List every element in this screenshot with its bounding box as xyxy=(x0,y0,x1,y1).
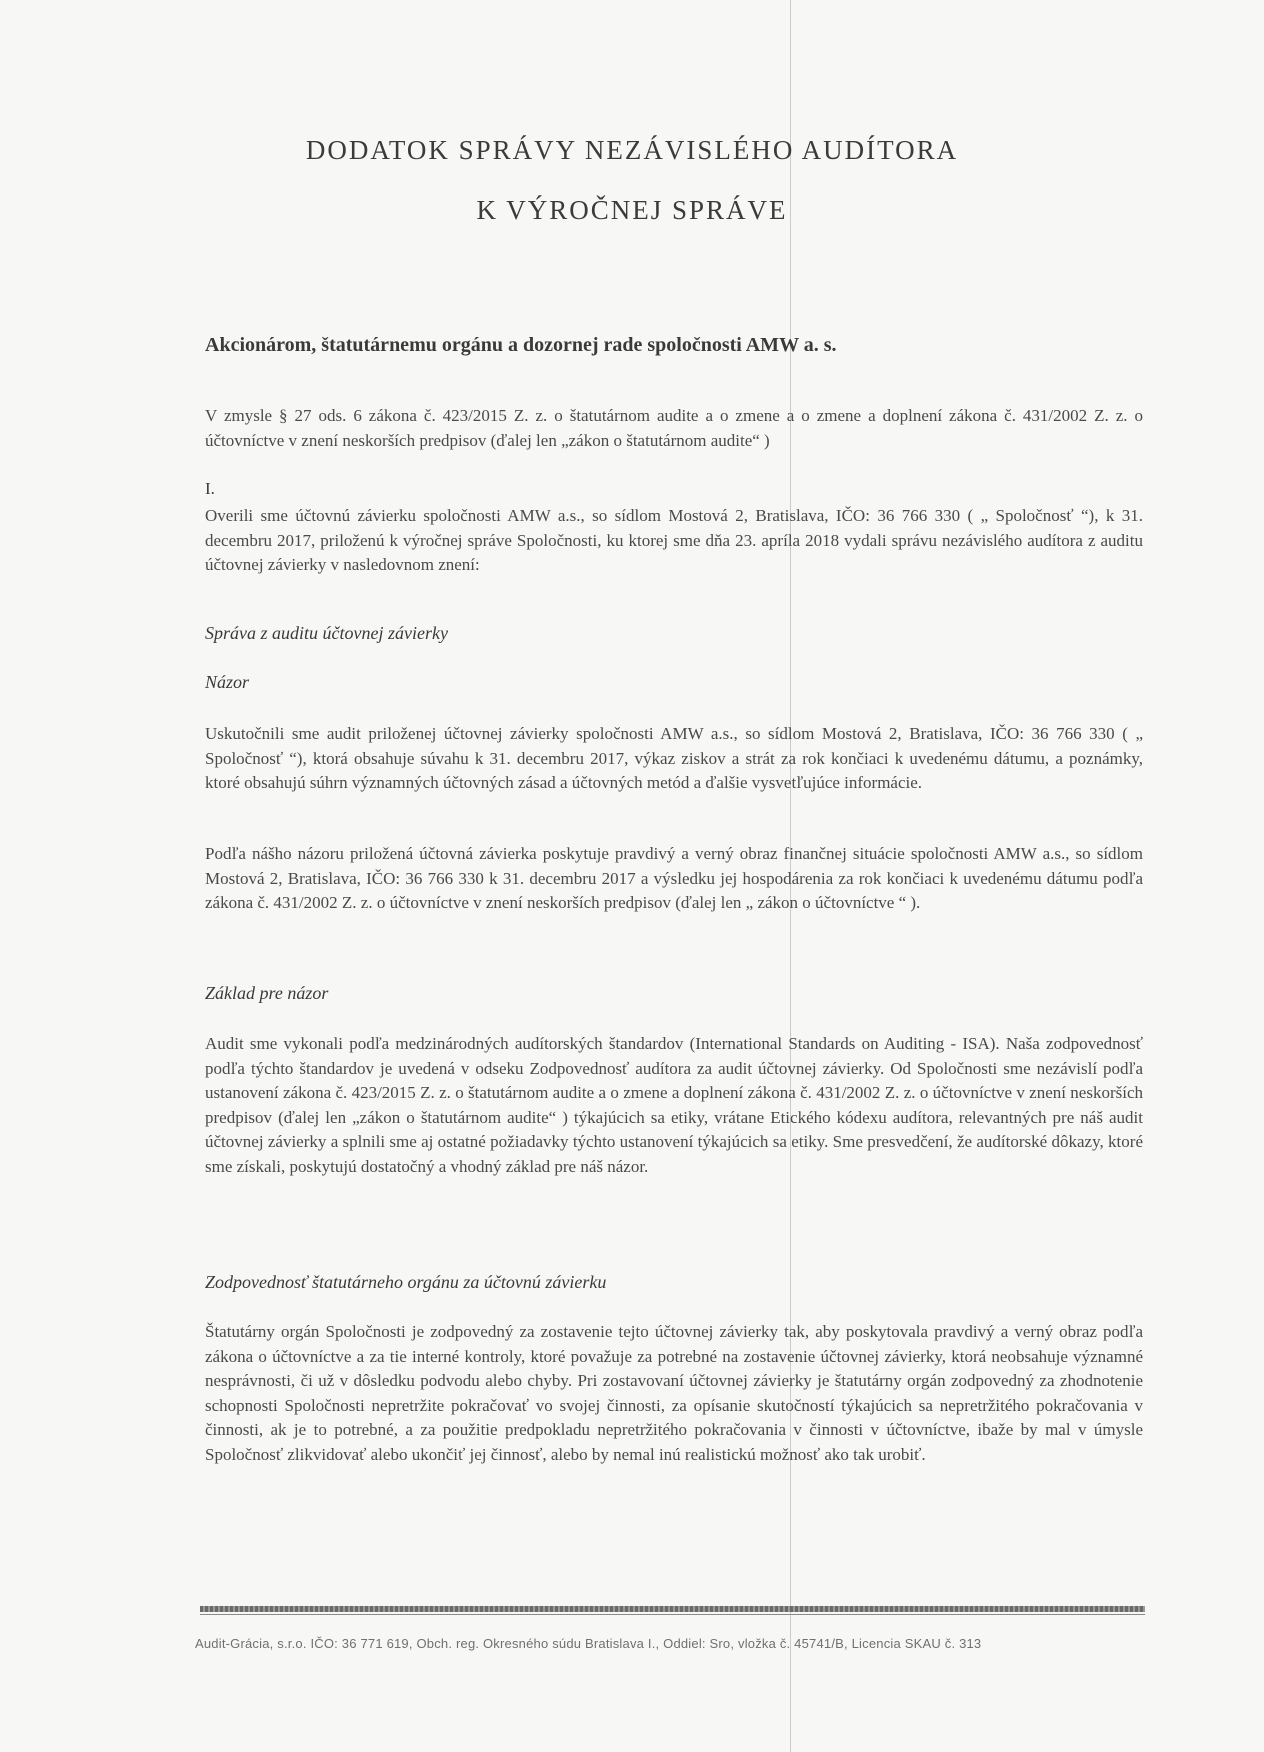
footer-rule-thin xyxy=(200,1614,1145,1615)
addressee-line: Akcionárom, štatutárnemu orgánu a dozornej rade spoločnosti AMW a. s. xyxy=(205,334,837,356)
responsibility-paragraph: Štatutárny orgán Spoločnosti je zodpovedný za zostavenie tejto účtovnej závierky tak, aby poskytovala pravdivý a verný obraz podľa zákona o účtovníctve a za tie interné kontroly, ktoré považuje za potrebné na zostavenie účtovnej závierky, ktorá neobsahuje významné nesprávnosti, či už v dôsledku podvodu alebo chyby. Pri zostavovaní účtovnej závierky je štatutárny orgán zodpovedný za zhodnotenie schopnosti Spoločnosti nepretržite pokračovať vo svojej činnosti, za opísanie skutočností týkajúcich sa nepretržitého pokračovania v činnosti, ak je to potrebné, a za použitie predpokladu nepretržitého pokračovania v činnosti v účtovníctve, ibaže by mal v úmysle Spoločnosť zlikvidovať alebo ukončiť jej činnosť, alebo by nemal inú realistickú možnosť ako tak urobiť. xyxy=(205,1322,1143,1464)
intro-paragraph: V zmysle § 27 ods. 6 zákona č. 423/2015 Z. z. o štatutárnom audite a o zmene a o zmene a doplnení zákona č. 431/2002 Z. z. o účtovníctve v znení neskorších predpisov (ďalej len „zákon o štatutárnom audite“ ) xyxy=(205,406,1143,450)
heading-basis-for-opinion: Základ pre názor xyxy=(205,983,329,1003)
heading-management-responsibility: Zodpovednosť štatutárneho orgánu za účtovnú závierku xyxy=(205,1272,607,1292)
opinion-paragraph-1: Uskutočnili sme audit priloženej účtovnej závierky spoločnosti AMW a.s., so sídlom Mostová 2, Bratislava, IČO: 36 766 330 ( „ Spoločnosť “), ktorá obsahuje súvahu k 31. decembru 2017, výkaz ziskov a strát za rok končiaci k uvedenému dátumu, a poznámky, ktoré obsahujú súhrn významných účtovných zásad a účtovných metód a ďalšie vysvetľujúce informácie. xyxy=(205,724,1143,792)
document-title: DODATOK SPRÁVY NEZÁVISLÉHO AUDÍTORA xyxy=(305,135,959,165)
section-number: I. xyxy=(205,479,215,498)
document-subtitle: K VÝROČNEJ SPRÁVE xyxy=(476,195,788,225)
heading-audit-report: Správa z auditu účtovnej závierky xyxy=(205,623,448,643)
footer-rule xyxy=(200,1606,1145,1612)
opinion-paragraph-2: Podľa nášho názoru priložená účtovná závierka poskytuje pravdivý a verný obraz finančnej situácie spoločnosti AMW a.s., so sídlom Mostová 2, Bratislava, IČO: 36 766 330 k 31. decembru 2017 a výsledku jej hospodárenia za rok končiaci k uvedenému dátumu podľa zákona č. 431/2002 Z. z. o účtovníctve v znení neskorších predpisov (ďalej len „ zákon o účtovníctve “ ). xyxy=(205,844,1143,912)
heading-opinion: Názor xyxy=(205,672,250,692)
section-i-paragraph: Overili sme účtovnú závierku spoločnosti AMW a.s., so sídlom Mostová 2, Bratislava, IČO: 36 766 330 ( „ Spoločnosť “), k 31. decembru 2017, priloženú k výročnej správe Spoločnosti, ku ktorej sme dňa 23. apríla 2018 vydali správu nezávislého audítora z auditu účtovnej závierky v nasledovnom znení: xyxy=(205,506,1143,574)
basis-paragraph: Audit sme vykonali podľa medzinárodných audítorských štandardov (International Standards on Auditing - ISA). Naša zodpovednosť podľa týchto štandardov je uvedená v odseku Zodpovednosť audítora za audit účtovnej závierky. Od Spoločnosti sme nezávislí podľa ustanovení zákona č. 423/2015 Z. z. o štatutárnom audite a o zmene a doplnení zákona č. 431/2002 Z. z. o účtovníctve v znení neskorších predpisov (ďalej len „zákon o štatutárnom audite“ ) týkajúcich sa etiky, vrátane Etického kódexu audítora, relevantných pre náš audit účtovnej závierky a splnili sme aj ostatné požiadavky týchto ustanovení týkajúcich sa etiky. Sme presvedčení, že audítorské dôkazy, ktoré sme získali, poskytujú dostatočný a vhodný základ pre náš názor. xyxy=(205,1034,1143,1176)
footer-company-info: Audit-Grácia, s.r.o. IČO: 36 771 619, Obch. reg. Okresného súdu Bratislava I., Oddiel: Sro, vložka č. 45741/B, Licencia SKAU č. 313 xyxy=(195,1636,982,1651)
